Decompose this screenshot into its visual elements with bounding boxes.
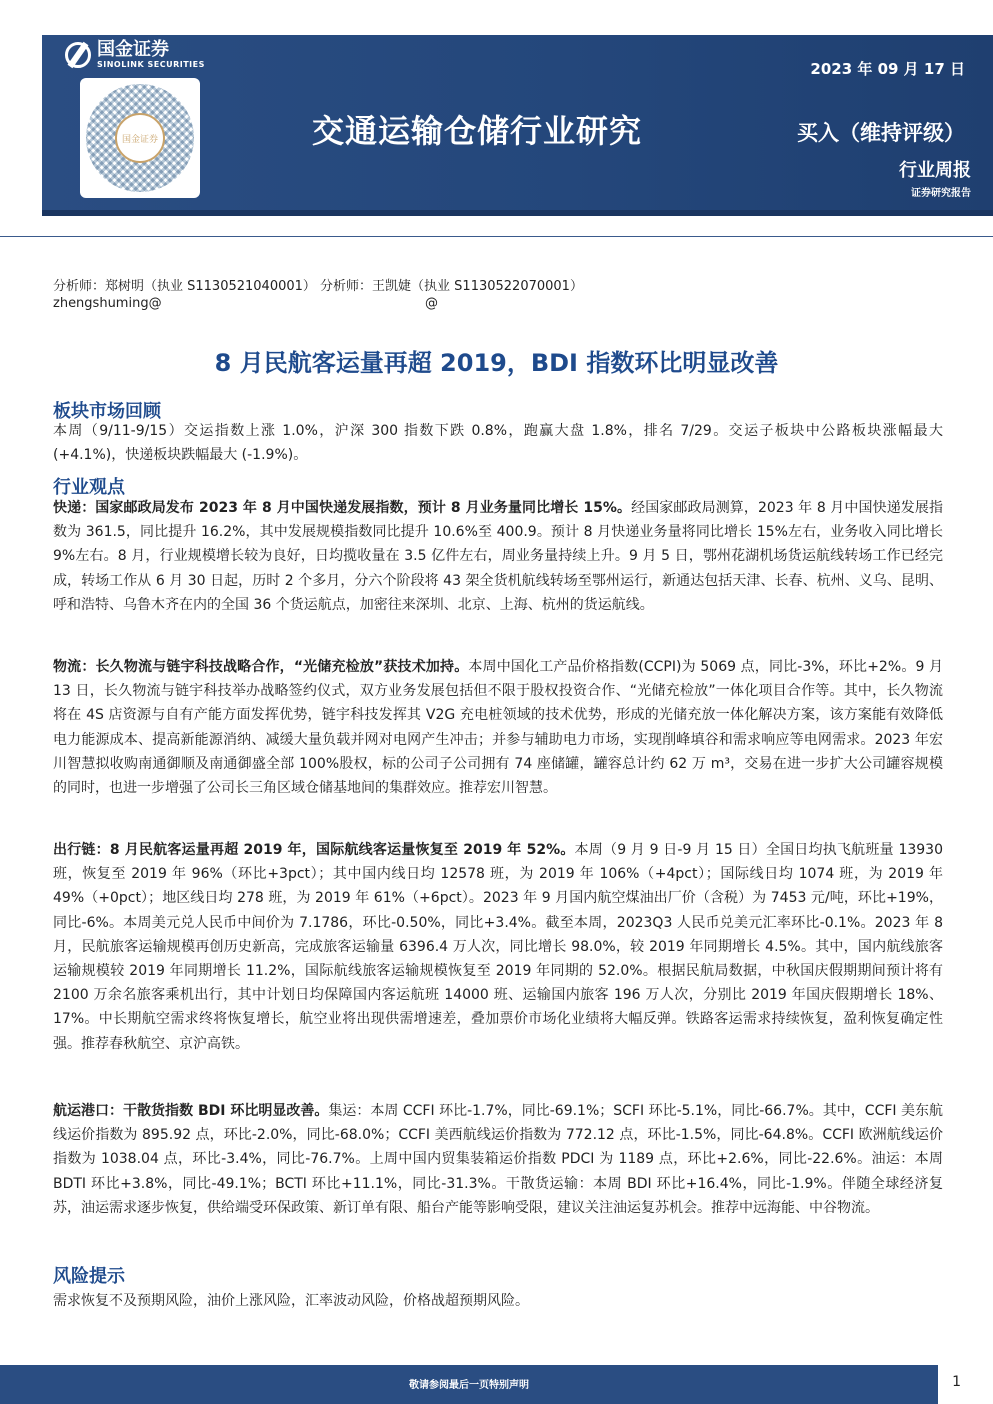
travel-lead: 出行链：8 月民航客运量再超 2019 年，国际航线客运量恢复至 2019 年 52%。 bbox=[53, 842, 575, 858]
travel-text: 本周（9 月 9 日-9 月 15 日）全国日均执飞航班量 13930 班，恢复至 2019 年 96%（环比+3pct）；其中国内线日均 12578 班，为 2019 年 106%（+4pct）；国际线日均 1074 班，为 2019 年 49%（+0pct）；地区线日均 278 班，为 2019 年 61%（+6pct）。2023 年 9 月国内航空煤油出厂价（含税）为 7453 元/吨，环比+19%，同比-6%。本周美元兑人民币中间价为 7.1786，环比-0.50%，同比+3.4%。截至本周，2023Q3 人民币兑美元汇率环比-0.1%。2023 年 8 月，民航旅客运输规模再创历史新高，完成旅客运输量 6396.4 万人次，同比增长 98.0%，较 2019 年同期增长 4.5%。其中，国内航线旅客运输规模较 2019 年同期增长 11.2%，国际航线旅客运输规模恢复至 2019 年同期的 52.0%。根据民航局数据，中秋国庆假期期间预计将有 2100 万余名旅客乘机出行，其中计划日均保障国内客运航班 14000 班、运输国内旅客 196 万人次，分别比 2019 年国庆假期增长 18%、17%。中长期航空需求终将恢复增长，航空业将出现供需增速差，叠加票价市场化业绩将大幅反弹。铁路客运需求持续恢复，盈利恢复确定性强。推荐春秋航空、京沪高铁。 bbox=[53, 842, 943, 1052]
logistics-lead: 物流：长久物流与链宇科技战略合作，“光储充检放”获技术加持。 bbox=[53, 659, 469, 675]
shipping-paragraph bbox=[53, 1099, 943, 1220]
section-risk-title: 风险提示 bbox=[53, 1266, 125, 1287]
banner-shadow bbox=[42, 210, 993, 216]
logo-mark-icon bbox=[65, 42, 91, 68]
shipping-text: 集运：本周 CCFI 环比-1.7%，同比-69.1%；SCFI 环比-5.1%，同比-66.7%。其中，CCFI 美东航线运价指数为 895.92 点，环比-2.0%，同比-68.0%；CCFI 美西航线运价指数为 772.12 点，环比-1.5%，同比-64.8%。CCFI 欧洲航线运价指数为 1038.04 点，环比-3.4%，同比-76.7%。上周中国内贸集装箱运价指数 PDCI 为 1189 点，环比+2.6%，同比-22.6%。油运：本周 BDTI 环比+3.8%，同比-49.1%；BCTI 环比+11.1%，同比-31.3%。干散货运输：本周 BDI 环比+16.4%，同比-1.9%。伴随全球经济复苏，油运需求逐步恢复，供给端受环保政策、新订单有限、船台产能等影响受限，建议关注油运复苏机会。推荐中远海能、中谷物流。 bbox=[53, 1103, 943, 1216]
report-title: 交通运输仓储行业研究 bbox=[312, 112, 643, 150]
section-market-review-title: 板块市场回顾 bbox=[53, 401, 161, 422]
shipping-lead: 航运港口：干散货指数 BDI 环比明显改善。 bbox=[53, 1103, 329, 1119]
analyst-email: zhengshuming@ bbox=[53, 296, 162, 311]
express-lead: 快递：国家邮政局发布 2023 年 8 月中国快递发展指数，预计 8 月业务量同比增长 15%。 bbox=[53, 500, 632, 516]
qr-pattern-icon bbox=[86, 84, 194, 192]
travel-paragraph bbox=[53, 838, 943, 1056]
express-text: 经国家邮政局测算，2023 年 8 月中国快递发展指数为 361.5，同比提升 16.2%，其中发展规模指数同比提升 10.6%至 400.9。预计 8 月快递业务量将同比增长 15%左右，业务收入同比增长 9%左右。8 月，行业规模增长较为良好，日均揽收量在 3.5 亿件左右，周业务量持续上升。9 月 5 日，鄂州花湖机场货运航线转场工作已经完成，转场工作从 6 月 30 日起，历时 2 个多月，分六个阶段将 43 架全货机航线转场至鄂州运行，新通达包括天津、长春、杭州、义乌、昆明、呼和浩特、乌鲁木齐在内的全国 36 个货运航点，加密往来深圳、北京、上海、杭州的货运航线。 bbox=[53, 500, 943, 613]
analyst-email-2: @ bbox=[425, 296, 438, 311]
report-date: 2023 年 09 月 17 日 bbox=[810, 60, 965, 78]
headline: 8 月民航客运量再超 2019，BDI 指数环比明显改善 bbox=[214, 349, 779, 377]
rating: 买入（维持评级） bbox=[797, 121, 965, 145]
company-logo bbox=[65, 40, 205, 70]
report-type: 行业周报 bbox=[899, 160, 971, 181]
qr-center-logo: 国金证券 bbox=[115, 113, 165, 163]
logo-en: SINOLINK SECURITIES bbox=[97, 60, 205, 69]
risk-text: 需求恢复不及预期风险，油价上涨风险，汇率波动风险，价格战超预期风险。 bbox=[53, 1293, 529, 1309]
section-views-title: 行业观点 bbox=[53, 477, 125, 498]
page-number: 1 bbox=[952, 1374, 961, 1390]
logo-cn: 国金证券 bbox=[97, 39, 169, 60]
report-subtype: 证券研究报告 bbox=[911, 188, 971, 199]
header-divider bbox=[0, 236, 993, 237]
express-paragraph bbox=[53, 496, 943, 617]
logistics-paragraph bbox=[53, 655, 943, 800]
analyst-line: 分析师：郑树明（执业 S1130521040001） 分析师：王凯婕（执业 S1130522070001） bbox=[53, 279, 583, 294]
logistics-text: 本周中国化工产品价格指数(CCPI)为 5069 点，同比-3%，环比+2%。9 月 13 日，长久物流与链宇科技举办战略签约仪式，双方业务发展包括但不限于股权投资合作、“光储充检放”一体化项目合作等。其中，长久物流将在 4S 店资源与自有产能方面发挥优势，链宇科技发挥其 V2G 充电桩领域的技术优势，形成的光储充放一体化解决方案，该方案能有效降低电力能源成本、提高新能源消纳、减缓大量负载并网对电网产生冲击；并参与辅助电力市场，实现削峰填谷和需求响应等电网需求。2023 年宏川智慧拟收购南通御顺及南通御盛全部 100%股权，标的公司子公司拥有 74 座储罐，罐容总计约 62 万 m³，交易在进一步扩大公司罐容规模的同时，也进一步增强了公司长三角区域仓储基地间的集群效应。推荐宏川智慧。 bbox=[53, 659, 944, 797]
footer-disclaimer: 敬请参阅最后一页特别声明 bbox=[409, 1380, 529, 1391]
qr-code bbox=[80, 78, 200, 198]
market-review-text: 本周（9/11-9/15）交运指数上涨 1.0%，沪深 300 指数下跌 0.8%，跑赢大盘 1.8%，排名 7/29。交运子板块中公路板块涨幅最大(+4.1%)，快递板块跌幅最大 (-1.9%)。 bbox=[53, 423, 943, 464]
